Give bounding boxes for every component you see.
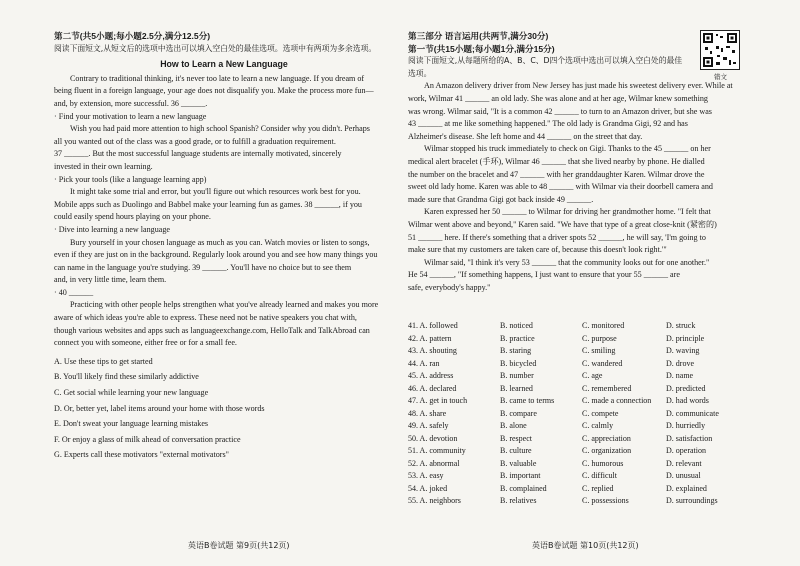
choice-option: B. compare: [500, 408, 537, 418]
passage-line: Practicing with other people helps strengthen what you've already learned and makes you more: [70, 300, 379, 310]
choice-option: B. bicycled: [500, 358, 537, 368]
choice-option: C. humorous: [582, 458, 624, 468]
choice-option: C. monitored: [582, 321, 625, 330]
passage-line: · 40 ______: [54, 287, 94, 297]
choice-option: C. smiling: [582, 346, 616, 355]
choice-row: [408, 433, 748, 446]
passage-title: How to Learn a New Language: [160, 59, 288, 70]
choice-option: C. organization: [582, 446, 632, 455]
choice-option: B. culture: [500, 446, 532, 455]
passage-body: [54, 73, 394, 350]
choice-option: 48. A. share: [408, 408, 447, 418]
qr-code-image: [700, 30, 740, 70]
option-item: F. Or enjoy a glass of milk ahead of conversation practice: [54, 434, 241, 444]
passage-line: being fluent in a foreign language, your age does not disqualify you. Make the process more fun—: [54, 86, 374, 96]
choice-option: D. hurriedly: [666, 421, 706, 430]
option-list: [54, 356, 394, 462]
passage-line: Wilmar stopped his truck immediately to check on Gigi. Thanks to the 45 ______ on her: [424, 144, 711, 154]
choice-option: D. operation: [666, 446, 706, 455]
passage-line: Bury yourself in your chosen language as much as you can. Watch movies or listen to songs,: [70, 237, 370, 247]
page-footer-right: 英语B卷试题 第10页(共12页): [532, 541, 639, 550]
choice-option: B. alone: [500, 421, 527, 430]
choice-row: [408, 320, 748, 333]
choice-option: C. age: [582, 371, 603, 380]
passage-line: aware of which ideas you're able to express. These need not be native speakers you chat with,: [54, 313, 357, 323]
choice-option: C. made a connection: [582, 396, 652, 405]
choice-option: D. had words: [666, 396, 709, 405]
choice-option: C. replied: [582, 483, 614, 493]
page-footer-left: 英语B卷试题 第9页(共12页): [188, 541, 290, 550]
passage-line: and, in very little time, learn them.: [54, 275, 167, 285]
choice-option: D. name: [666, 371, 694, 380]
choice-option: 54. A. joked: [408, 483, 448, 493]
choice-option: 45. A. address: [408, 371, 454, 380]
choice-option: 41. A. followed: [408, 321, 458, 330]
passage-line: 43 ______ at me like something happened." The old lady is Grandma Gigi, 92 and has: [408, 119, 688, 129]
choice-row: [408, 470, 748, 483]
choice-option: D. explained: [666, 483, 707, 493]
passage-line: · Dive into learning a new language: [54, 224, 170, 234]
choice-option: B. important: [500, 471, 541, 480]
choice-option: C. possessions: [582, 496, 629, 505]
passage-line: was wrong. Wilmar said, "It is a common 42 ______ to turn to an Amazon driver, but she was: [408, 106, 712, 116]
choice-option: D. communicate: [666, 408, 719, 418]
passage-line: Contrary to traditional thinking, it's never too late to learn a new language. If you dream of: [70, 73, 365, 83]
choice-option: D. struck: [666, 321, 696, 330]
passage-line: 37 ______. But the most successful language students are internally motivated, sincerely: [54, 149, 342, 159]
choice-option: B. practice: [500, 333, 535, 343]
passage-line: An Amazon delivery driver from New Jersey has just made his sweetest delivery ever. While at: [424, 81, 733, 91]
choice-option: 47. A. get in touch: [408, 396, 468, 405]
choice-option: B. learned: [500, 383, 533, 393]
choice-option: 52. A. abnormal: [408, 458, 460, 468]
choice-option: B. noticed: [500, 321, 533, 330]
choice-option: C. appreciation: [582, 433, 631, 443]
choice-option: 43. A. shouting: [408, 346, 457, 355]
section-header: 第二节(共5小题;每小题2.5分,满分12.5分): [54, 31, 211, 41]
choice-row: [408, 395, 748, 408]
passage-line: all you wanted out of the class was a good grade, or to fulfill a graduation requirement.: [54, 136, 336, 146]
passage-line: Mobile apps such as Duolingo and Babbel make your learning fun as games. 38 ______, if you: [54, 199, 362, 209]
answer-choices-table: [408, 320, 748, 508]
section-header: 第一节(共15小题;每小题1分,满分15分): [408, 43, 555, 54]
option-item: D. Or, better yet, label items around your home with those words: [54, 403, 265, 413]
passage-line: Wilmar said, "I think it's very 53 ______ that the community looks out for one another.": [424, 257, 710, 267]
choice-row: [408, 483, 748, 496]
passage-line: make sure that my customers are taken care of, because this doesn't look right.'": [408, 245, 667, 255]
passage-line: can name in the language you're studying. 39 ______. You'll have no choice but to see them: [54, 262, 352, 272]
option-item: E. Don't sweat your language learning mistakes: [54, 419, 209, 429]
choice-option: B. came to terms: [500, 396, 555, 405]
passage-line: · Pick your tools (like a language learning app): [54, 174, 207, 184]
choice-row: [408, 370, 748, 383]
passage-line: sweet old lady home. Karen was able to 48 ______ with Wilmar via their doorbell camera and: [408, 182, 713, 192]
choice-option: B. number: [500, 371, 534, 380]
choice-option: 42. A. pattern: [408, 333, 452, 343]
passage-line: though various websites and apps such as languageexchange.com, HelloTalk and TalkAbroad can: [54, 325, 370, 335]
choice-option: 49. A. safely: [408, 421, 449, 430]
passage-line: made sure that Grandma Gigi got back inside 49 ______.: [408, 194, 594, 204]
qr-label: 错文: [714, 73, 727, 81]
choice-option: 53. A. easy: [408, 471, 444, 480]
choice-option: D. satisfaction: [666, 433, 713, 443]
choice-option: B. relatives: [500, 496, 537, 505]
choice-option: C. remembered: [582, 383, 632, 393]
option-item: C. Get social while learning your new language: [54, 388, 209, 398]
choice-option: B. respect: [500, 433, 532, 443]
choice-row: [408, 383, 748, 396]
passage-line: and, by extension, more successful. 36 ______.: [54, 98, 208, 108]
option-item: G. Experts call these motivators "external motivators": [54, 450, 229, 460]
passage-line: medical alert bracelet (手环), Wilmar 46 ______ that she lived nearby by phone. He dialled: [408, 156, 705, 166]
passage-line: even if they are just on in the background. Regularly look around you and see how many things you: [54, 250, 378, 260]
part-header: 第三部分 语言运用(共两节,满分30分): [408, 31, 549, 41]
option-item: B. You'll likely find these similarly addictive: [54, 372, 199, 382]
choice-option: D. predicted: [666, 383, 706, 393]
choice-option: 46. A. declared: [408, 383, 457, 393]
choice-row: [408, 358, 748, 371]
passage-body: [408, 80, 752, 294]
choice-option: D. surroundings: [666, 496, 718, 505]
passage-line: Alzheimer's disease. She left home and 44 ______ on the street that day.: [408, 131, 643, 141]
choice-option: D. waving: [666, 346, 700, 355]
option-item: A. Use these tips to get started: [54, 356, 153, 366]
choice-option: D. principle: [666, 333, 705, 343]
passage-line: safe, everybody's happy.": [408, 282, 491, 292]
choice-row: [408, 333, 748, 346]
choice-option: 55. A. neighbors: [408, 496, 461, 505]
left-page: [54, 30, 394, 465]
passage-line: Wilmar went above and beyond," Karen said. "We have that type of a great close-knit (紧密的): [408, 219, 717, 229]
passage-line: the number on the bracelet and 47 ______ with her granddaughter Karen. Wilmar drove the: [408, 169, 705, 179]
choice-option: 51. A. community: [408, 446, 466, 455]
choice-row: [408, 495, 748, 508]
choice-row: [408, 458, 748, 471]
choice-option: B. complained: [500, 483, 547, 493]
choice-option: B. valuable: [500, 458, 537, 468]
qr-code-icon: [701, 31, 739, 69]
passage-line: work, Wilmar 41 ______ an old lady. She was alone and at her age, Wilmar knew something: [408, 93, 708, 103]
passage-line: · Find your motivation to learn a new language: [54, 111, 207, 121]
choice-option: D. drove: [666, 358, 694, 368]
passage-line: He 54 ______, "If something happens, I just want to ensure that your 55 ______ are: [408, 270, 680, 280]
passage-line: could easily spend hours playing on your phone.: [54, 212, 211, 222]
passage-line: Karen expressed her 50 ______ to Wilmar for driving her grandmother home. "I felt that: [424, 207, 711, 217]
passage-line: 51 ______ here. If there's something that a driver spots 52 ______, he will say, 'I'm going to: [408, 232, 706, 242]
choice-option: D. relevant: [666, 458, 702, 468]
choice-option: C. calmly: [582, 421, 614, 430]
choice-row: [408, 445, 748, 458]
passage-line: connect you with someone, either free or for a small fee.: [54, 338, 237, 348]
choice-option: C. purpose: [582, 333, 617, 343]
choice-option: 44. A. ran: [408, 358, 440, 368]
choice-row: [408, 420, 748, 433]
choice-row: [408, 408, 748, 421]
choice-option: C. wandered: [582, 358, 623, 368]
passage-line: Wish you had paid more attention to high school Spanish? Consider why you didn't. Perhaps: [70, 124, 370, 134]
passage-line: It might take some trial and error, but you'll figure out which resources work best for you.: [70, 187, 361, 197]
choice-option: C. difficult: [582, 471, 617, 480]
choice-option: 50. A. devotion: [408, 433, 458, 443]
instructions: 阅读下面短文,从每题所给的A、B、C、D四个选项中选出可以填入空白处的最佳选项。: [408, 56, 683, 78]
choice-option: C. compete: [582, 408, 619, 418]
choice-option: B. staring: [500, 346, 532, 355]
instructions: 阅读下面短文,从短文后的选项中选出可以填入空白处的最佳选项。选项中有两项为多余选项。: [54, 43, 377, 53]
choice-option: D. unusual: [666, 471, 701, 480]
passage-line: invested in their own learning.: [54, 161, 153, 171]
choice-row: [408, 345, 748, 358]
